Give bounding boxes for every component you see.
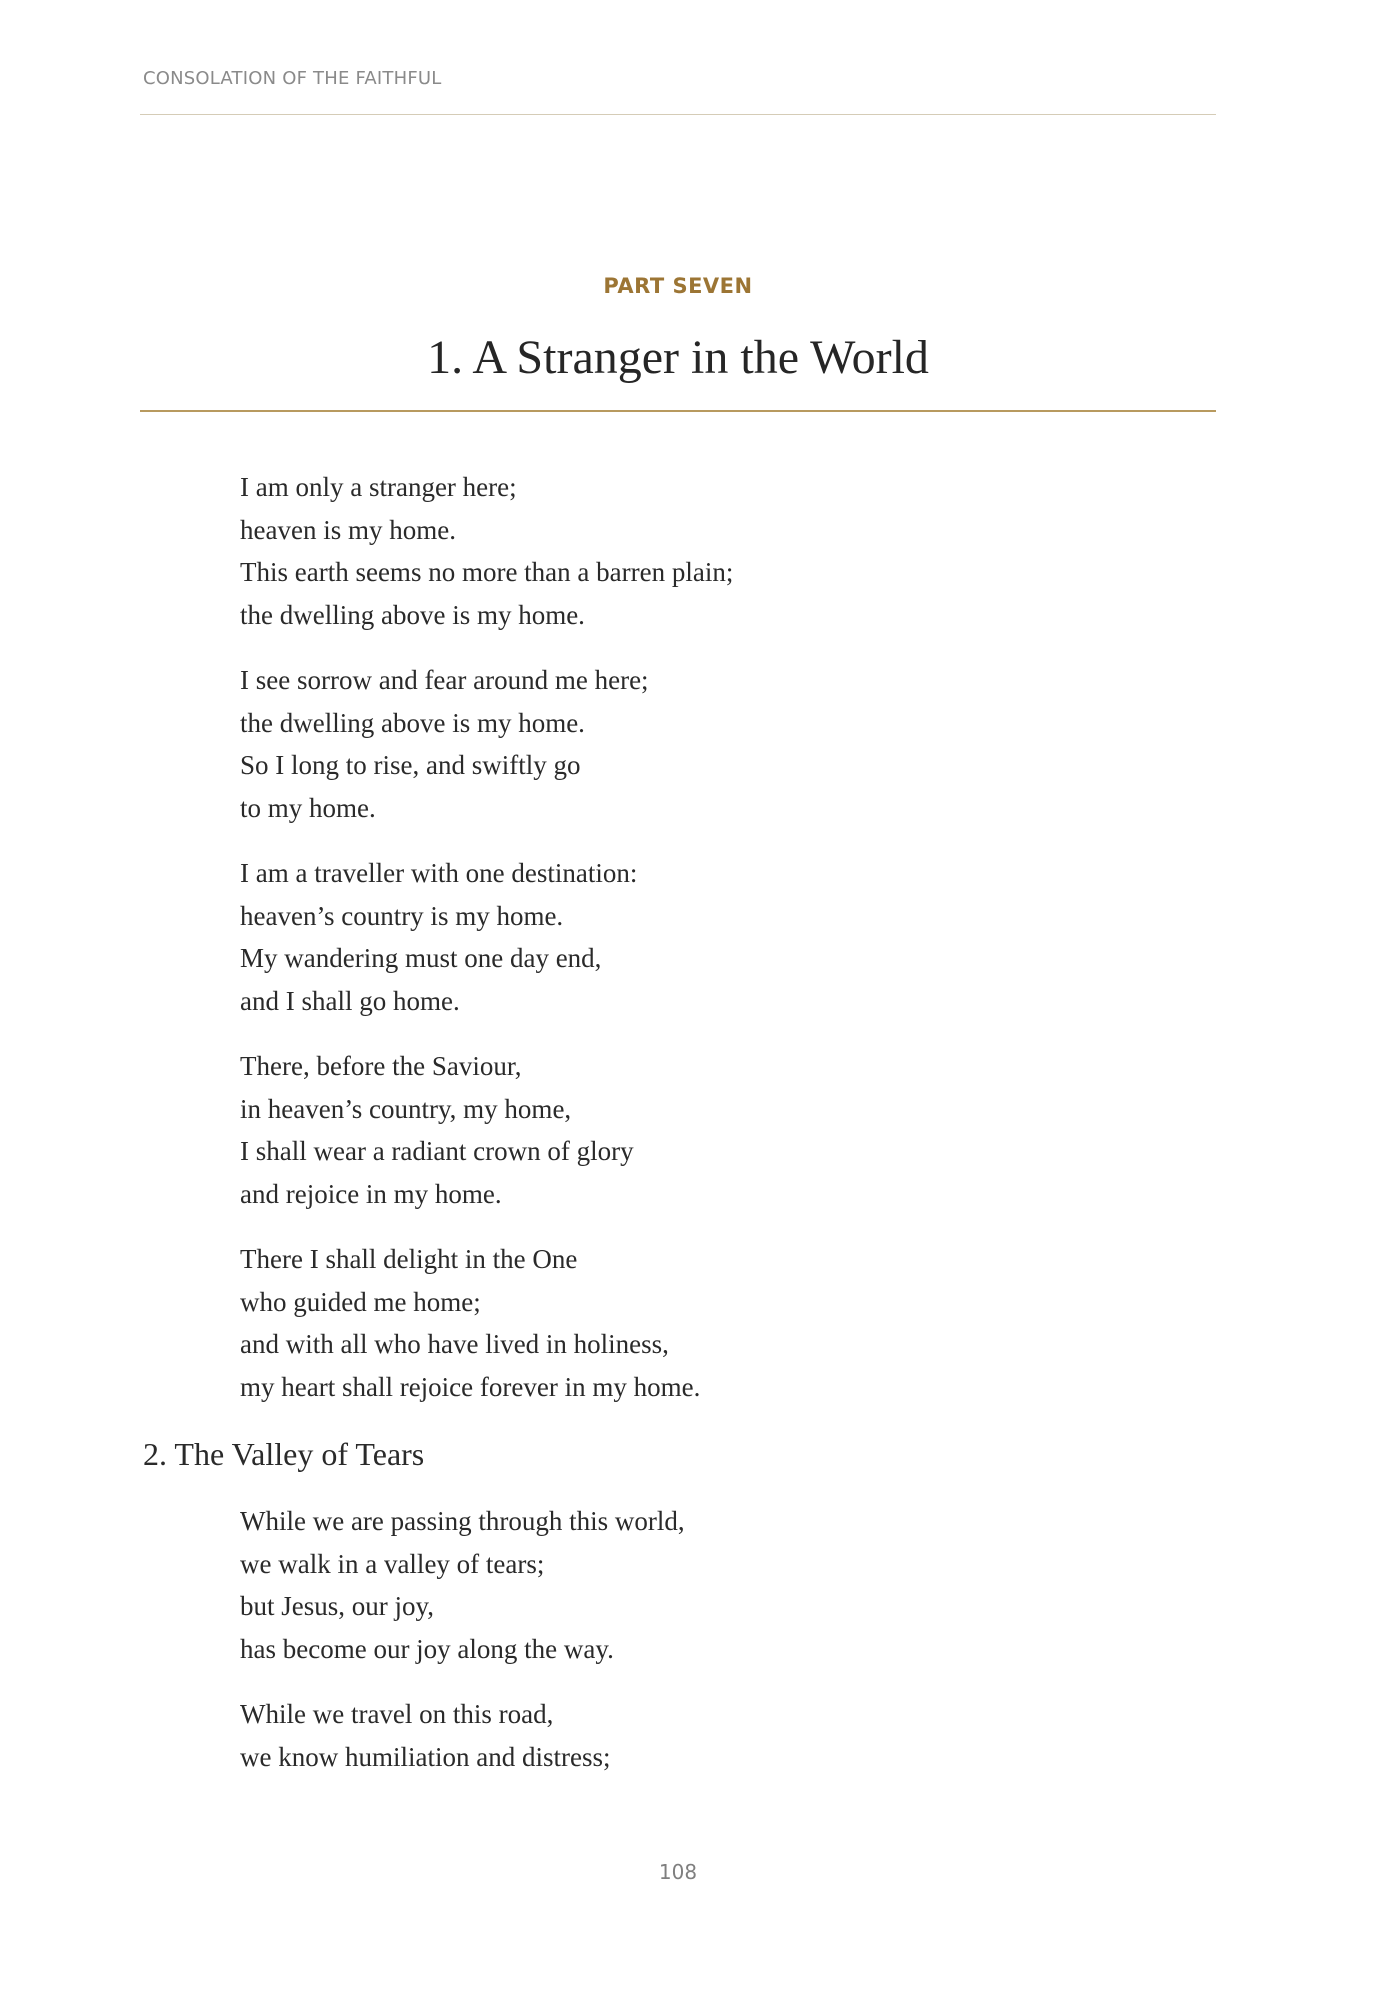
poem-line: So I long to rise, and swiftly go bbox=[240, 750, 581, 780]
poem-line: we walk in a valley of tears; bbox=[240, 1548, 545, 1579]
poem-valley-of-tears bbox=[240, 1500, 1140, 1801]
chapter-title: 1. A Stranger in the World bbox=[427, 331, 929, 384]
poem-stranger-in-the-world bbox=[240, 466, 1140, 1431]
stanza bbox=[240, 1238, 1140, 1408]
title-divider bbox=[140, 410, 1216, 412]
poem-line: There I shall delight in the One bbox=[240, 1244, 578, 1274]
poem-line: While we travel on this road, bbox=[240, 1699, 554, 1729]
poem-line: I see sorrow and fear around me here; bbox=[240, 665, 649, 695]
poem-line: we know humiliation and distress; bbox=[240, 1741, 611, 1772]
stanza bbox=[240, 659, 1140, 829]
stanza bbox=[240, 466, 1140, 636]
poem-line: to my home. bbox=[240, 792, 376, 823]
poem-line: who guided me home; bbox=[240, 1286, 481, 1317]
poem-line: heaven is my home. bbox=[240, 514, 456, 545]
poem-line: has become our joy along the way. bbox=[240, 1633, 614, 1664]
poem-line: My wandering must one day end, bbox=[240, 943, 602, 973]
poem-line: While we are passing through this world, bbox=[240, 1506, 685, 1536]
stanza bbox=[240, 1693, 1140, 1778]
header-divider bbox=[140, 114, 1216, 115]
page-number: 108 bbox=[658, 1860, 698, 1884]
poem-line: in heaven’s country, my home, bbox=[240, 1093, 572, 1124]
poem-line: but Jesus, our joy, bbox=[240, 1591, 434, 1621]
stanza bbox=[240, 1045, 1140, 1215]
poem-line: and with all who have lived in holiness, bbox=[240, 1329, 669, 1359]
stanza bbox=[240, 1500, 1140, 1670]
poem-line: I am a traveller with one destination: bbox=[240, 858, 638, 888]
poem-line: I shall wear a radiant crown of glory bbox=[240, 1136, 634, 1166]
poem-line: my heart shall rejoice forever in my home. bbox=[240, 1371, 701, 1402]
poem-line: the dwelling above is my home. bbox=[240, 707, 585, 738]
running-head: CONSOLATION OF THE FAITHFUL bbox=[143, 68, 442, 89]
poem-line: heaven’s country is my home. bbox=[240, 900, 564, 931]
poem-line: the dwelling above is my home. bbox=[240, 599, 585, 630]
part-label: PART SEVEN bbox=[603, 274, 753, 298]
poem-line: and rejoice in my home. bbox=[240, 1178, 502, 1209]
poem-line: This earth seems no more than a barren plain; bbox=[240, 557, 734, 587]
poem-line: and I shall go home. bbox=[240, 985, 460, 1016]
poem-line: There, before the Saviour, bbox=[240, 1051, 522, 1081]
poem-line: I am only a stranger here; bbox=[240, 472, 517, 502]
section-title: 2. The Valley of Tears bbox=[143, 1436, 425, 1472]
stanza bbox=[240, 852, 1140, 1022]
